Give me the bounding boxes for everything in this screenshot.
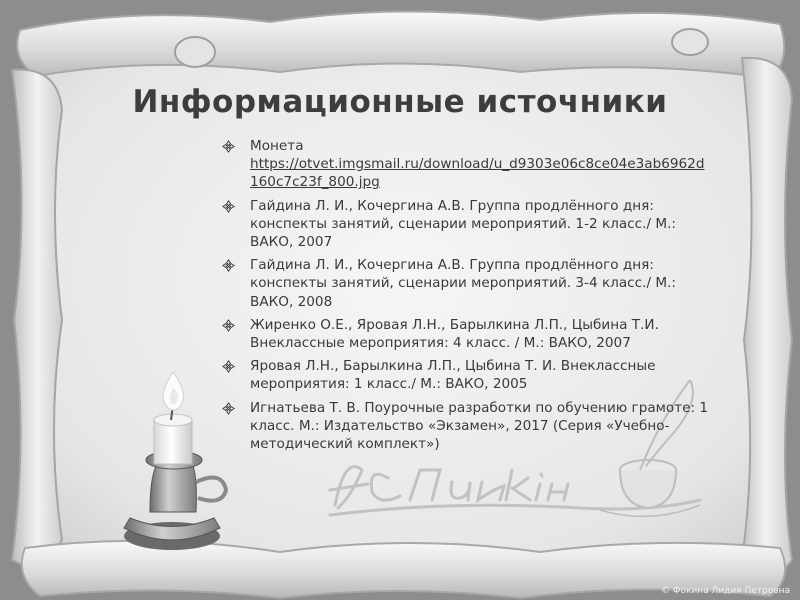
sources-list [222,137,710,458]
list-item [222,137,710,192]
diamond-bullet-icon [222,360,235,373]
list-item [222,256,710,311]
source-text: Гайдина Л. И., Кочергина А.В. Группа продлённого дня: конспекты занятий, сценарии мероприятий. 1-2 класс./ М.: ВАКО, 2007 [250,197,676,251]
source-text: Жиренко О.Е., Яровая Л.Н., Барылкина Л.П., Цыбина Т.И. Внеклассные мероприятия: 4 класс. / М.: ВАКО, 2007 [250,316,659,352]
list-item [222,357,710,393]
diamond-bullet-icon [222,319,235,332]
source-text: Игнатьева Т. В. Поурочные разработки по обучению грамоте: 1 класс. М.: Издательство «Экзамен», 2017 (Серия «Учебно-методический комплект») [250,399,709,453]
diamond-bullet-icon [222,259,235,272]
top-roll-curl-left [175,37,215,67]
diamond-bullet-icon [222,200,235,213]
source-link[interactable]: https://otvet.imgsmail.ru/download/u_d9303e06c8ce04e3ab6962d160c7c23f_800.jpg [250,156,705,191]
top-roll-curl-right [672,29,708,55]
list-item [222,197,710,252]
source-text: Яровая Л.Н., Барылкина Л.П., Цыбина Т. И. Внеклассные мероприятия: 1 класс./ М.: ВАКО, 2005 [250,358,656,393]
list-item [222,316,710,352]
left-scroll-roll [12,70,62,565]
diamond-bullet-icon [222,402,235,415]
diamond-bullet-icon [222,140,235,153]
source-text: Гайдина Л. И., Кочергина А.В. Группа продлённого дня: конспекты занятий, сценарии мероприятий. 3-4 класс./ М.: ВАКО, 2008 [250,257,676,310]
source-text: Монета [250,138,304,154]
list-item [222,399,710,454]
slide-title: Информационные источники [132,84,668,120]
copyright-notice: © Фокина Лидия Петровна [660,586,790,596]
